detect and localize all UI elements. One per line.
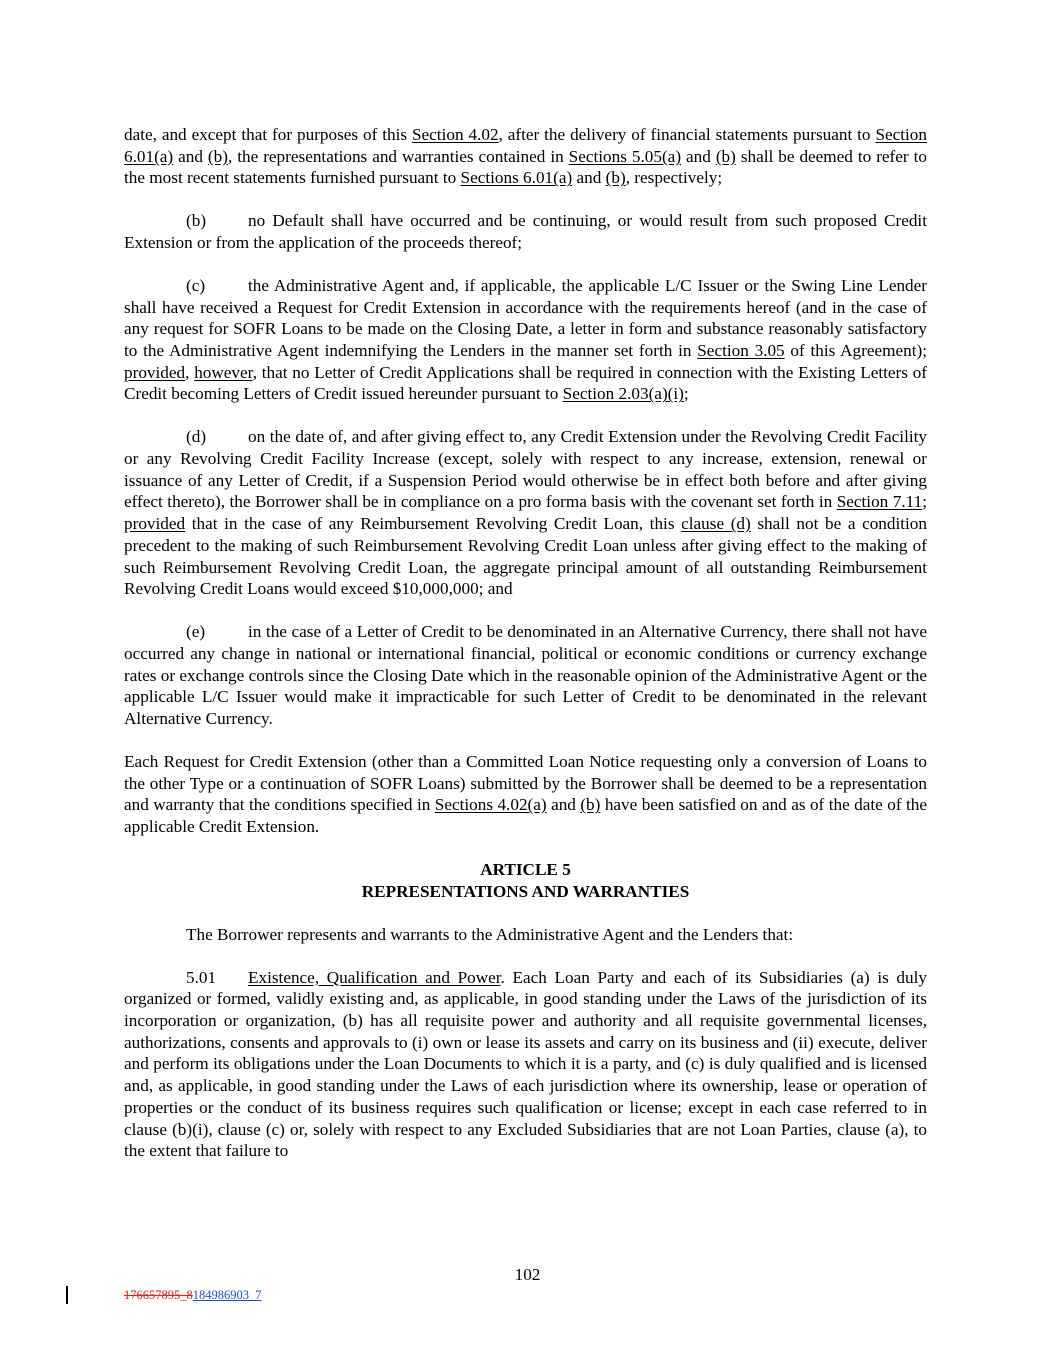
section-reference: Section 3.05 <box>697 341 785 360</box>
section-reference: clause (d) <box>681 514 751 534</box>
text-run: the Administrative Agent and, if applicable, the applicable L/C Issuer or the Swing Line Lender shall have received a Request for Credit Extension in accordance with the requirements hereof (and in the case of any request for SOFR Loans to be made on the Closing Date, a letter in form and substance reasonably satisfactory to the Administrative Agent indemnifying the Lenders in the manner set forth in <box>124 275 927 360</box>
change-bar <box>66 1286 68 1304</box>
clause-label: (b) <box>186 211 207 231</box>
text-run: on the date of, and after giving effect to, any Credit Extension under the Revolving Credit Facility or any Revolving Credit Facility Increase (except, solely with respect to any increase, extension, renewal or issuance of any Letter of Credit, if a Suspension Period would otherwise be in effect both before and after giving effect thereto), the Borrower shall be in compliance on a pro forma basis with the covenant set forth in <box>124 427 927 512</box>
request-paragraph <box>124 751 927 838</box>
section-reference: (b) <box>605 168 626 188</box>
clause-d-paragraph <box>124 426 927 600</box>
text-run: of this Agreement); <box>784 341 927 360</box>
section-reference: (b) <box>580 795 601 815</box>
text-run: ; <box>683 384 689 404</box>
continuation-paragraph <box>124 124 927 189</box>
page-number: 102 <box>514 1265 541 1284</box>
section-reference: Sections 5.05(a) <box>568 146 682 166</box>
text-run: shall be deemed to refer to the most recent statements furnished pursuant to <box>124 146 927 188</box>
text-run: that in the case of any Reimbursement Revolving Credit Loan, this <box>185 514 682 534</box>
section-reference: Sections 6.01(a) <box>460 168 573 188</box>
text-run: no Default shall have occurred and be continuing, or would result from such proposed Credit Extension or from the application of the proceeds thereof; <box>124 211 927 252</box>
clause-c-paragraph <box>124 275 927 405</box>
doc-id-inserted: 184986903_7 <box>192 1288 262 1302</box>
section-reference: (b) <box>207 146 228 166</box>
section-reference: Section 7.11 <box>836 492 923 512</box>
text-run: shall not be a condition precedent to the making of such Reimbursement Revolving Credit Loan unless after giving effect to the making of such Reimbursement Revolving Credit Loan, the aggregate principal amount of all outstanding Reimbursement Revolving Credit Loans would exceed $10,000,000; and <box>124 514 927 599</box>
text-run: Each Request for Credit Extension (other than a Committed Loan Notice requesting only a conversion of Loans to the other Type or a continuation of SOFR Loans) submitted by the Borrower shall be deemed to be a representation and warranty that the conditions specified in <box>124 751 927 815</box>
text-run: , respectively; <box>625 168 723 188</box>
article-heading <box>124 859 927 902</box>
text-run: ; <box>922 492 927 512</box>
clause-label: (d) <box>186 427 207 447</box>
clause-e-paragraph <box>124 621 927 730</box>
text-run: and <box>572 168 606 188</box>
section-reference: Section 2.03(a)(i) <box>562 384 684 404</box>
doc-id-deleted: 176657895_8 <box>124 1288 193 1302</box>
text-run: date, and except that for purposes of this <box>124 125 412 144</box>
text-run: , that no Letter of Credit Applications shall be required in connection with the Existing Letters of Credit becoming Letters of Credit issued hereunder pursuant to <box>124 362 928 404</box>
section-reference: (b) <box>715 146 736 166</box>
defined-term: however <box>194 362 253 382</box>
section-reference: Section 6.01(a) <box>124 125 927 166</box>
clause-b-paragraph <box>124 210 927 253</box>
section-reference: Sections 4.02(a) <box>434 795 547 815</box>
section-5-01-paragraph <box>124 967 927 1162</box>
section-heading: Existence, Qualification and Power <box>248 967 501 987</box>
article-number: ARTICLE 5 <box>480 859 571 879</box>
text-run: and <box>681 146 716 166</box>
section-reference: Section 4.02 <box>411 125 499 144</box>
intro-paragraph <box>124 924 927 946</box>
defined-term: provided <box>124 514 186 534</box>
defined-term: provided <box>124 362 186 382</box>
text-run: in the case of a Letter of Credit to be denominated in an Alternative Currency, there shall not have occurred any change in national or international financial, political or economic conditions or currency exchange rates or exchange controls since the Closing Date which in the reasonable opinion of the Administrative Agent or the applicable L/C Issuer would make it impracticable for such Letter of Credit to be denominated in the relevant Alternative Currency. <box>124 622 927 728</box>
text-run: . Each Loan Party and each of its Subsidiaries (a) is duly organized or formed, validly existing and, as applicable, in good standing under the Laws of the jurisdiction of its incorporation or organization, (b) has all requisite power and authority and all requisite governmental licenses, authorizations, consents and approvals to (i) own or lease its assets and carry on its business and (ii) execute, deliver and perform its obligations under the Loan Documents to which it is a party, and (c) is duly qualified and is licensed and, as applicable, in good standing under the Laws of each jurisdiction where its ownership, lease or operation of properties or the conduct of its business requires such qualification or license; except in each case referred to in clause (b)(i), clause (c) or, solely with respect to any Excluded Subsidiaries that are not Loan Parties, clause (a), to the extent that failure to <box>124 967 927 1161</box>
text-run: and <box>173 146 208 166</box>
document-id <box>124 1288 262 1303</box>
text-run: , the representations and warranties contained in <box>227 146 569 166</box>
document-page <box>124 124 927 1183</box>
text-run: The Borrower represents and warrants to the Administrative Agent and the Lenders that: <box>186 924 794 944</box>
text-run: , <box>185 362 195 382</box>
section-number: 5.01 <box>186 967 217 987</box>
text-run: and <box>546 795 581 815</box>
text-run: have been satisfied on and as of the date of the applicable Credit Extension. <box>124 795 927 836</box>
article-title: REPRESENTATIONS AND WARRANTIES <box>361 881 690 901</box>
clause-label: (e) <box>186 622 206 642</box>
clause-label: (c) <box>186 275 206 295</box>
text-run: , after the delivery of financial statements pursuant to <box>498 125 876 144</box>
